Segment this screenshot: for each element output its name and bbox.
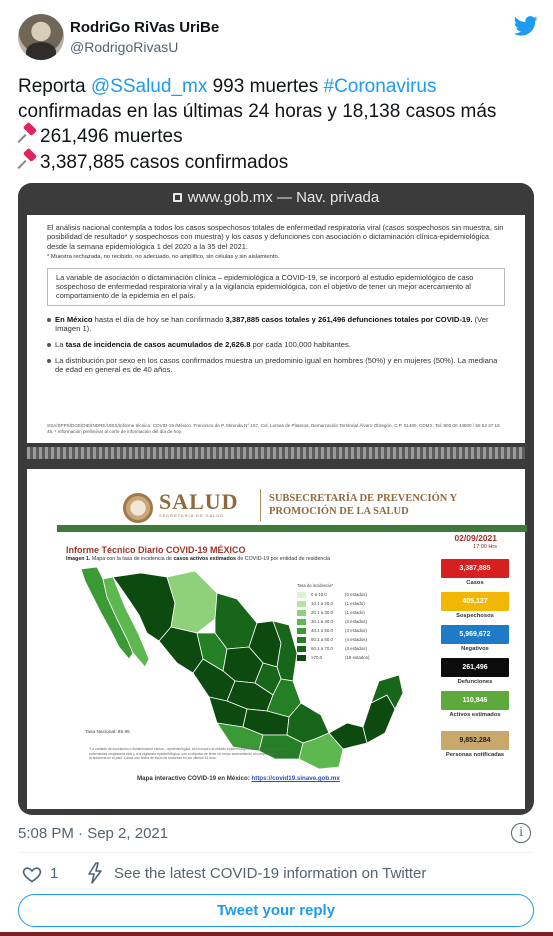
- government-seal-icon: [123, 493, 153, 523]
- legend-row: [297, 590, 397, 599]
- like-count: 1: [50, 865, 59, 882]
- stat-card: [441, 691, 509, 731]
- legend-swatch: [297, 610, 306, 616]
- bullet-text: La: [55, 340, 66, 350]
- bullet-text: por cada 100,000 habitantes.: [250, 340, 351, 350]
- hashtag-link[interactable]: #Coronavirus: [323, 76, 437, 97]
- tweet-reply-button[interactable]: Tweet your reply: [18, 894, 534, 927]
- legend-range: 40.1 a 50.0: [311, 628, 333, 633]
- tasa-nacional: Tasa Nacional: 85.95: [85, 730, 130, 735]
- stat-card: [441, 559, 509, 592]
- user-handle[interactable]: @RodrigoRivasU: [70, 39, 179, 55]
- stat-card: [441, 625, 509, 658]
- legend-swatch: [297, 637, 306, 643]
- stat-value: 110,846: [441, 691, 509, 710]
- deaths-total: 261,496 muertes: [40, 126, 183, 147]
- legend-range: 0 a 10.0: [311, 592, 327, 597]
- stat-label: Casos: [466, 580, 484, 586]
- tweet-timestamp[interactable]: 5:08 PM · Sep 2, 2021: [18, 825, 169, 842]
- legend-row: [297, 644, 397, 653]
- pushpin-icon: [18, 150, 38, 170]
- salud-logo-text: SALUD: [159, 489, 239, 514]
- bottom-strip: [0, 932, 553, 936]
- tweet-line-4: [18, 150, 538, 176]
- legend-count: (1 estado): [345, 610, 365, 615]
- legend-swatch: [297, 628, 306, 634]
- legend-count: (18 estados): [345, 655, 370, 660]
- map-legend: [297, 583, 397, 662]
- interactive-map-label: Mapa interactivo COVID-19 en México:: [137, 775, 252, 782]
- legend-range: >70.0: [311, 655, 323, 660]
- legend-row: [297, 635, 397, 644]
- legend-count: (4 estados): [345, 637, 367, 642]
- legend-range: 60.1 a 70.0: [311, 646, 333, 651]
- interactive-map-line: [137, 775, 340, 782]
- bullet-text: (Ver Imagen 1).: [55, 314, 489, 334]
- stat-label: Activos estimados: [449, 712, 501, 718]
- page-divider: [27, 447, 525, 459]
- stat-label: Defunciones: [457, 679, 493, 685]
- map-caption-text: de COVID-19 por entidad de residencia: [235, 556, 331, 562]
- info-icon[interactable]: i: [511, 823, 531, 843]
- heart-icon[interactable]: [22, 864, 42, 884]
- bullet-bold: 3,387,885 casos totales y 261,496 defunciones totales por COVID-19.: [225, 314, 473, 324]
- legend-count: (3 estados): [345, 646, 367, 651]
- legend-range: 50.1 a 60.0: [311, 637, 333, 642]
- stat-label: Negativos: [461, 646, 489, 652]
- deaths-text: 993 muertes: [207, 76, 324, 97]
- interactive-map-link[interactable]: https://covid19.sinave.gob.mx: [251, 775, 340, 782]
- lock-icon: [173, 193, 182, 202]
- doc-bullet: [47, 340, 505, 350]
- doc-footer: SSA/SPPS/DGE/DIE/INDRE/UIES/Informe técnico. COVID-19 /México. Francisco de P. Miranda N° 157, Col. Lomas de Plateros, Demarcación Territorial Álvaro Obregón, C.P. 01480, CDMX. Tel. 800 00 44800 / 55 53 37 18 45. * Información preliminar al corte de información del día de hoy.: [47, 423, 500, 434]
- stat-card: [441, 592, 509, 625]
- map-caption-bold: casos activos estimados: [173, 556, 236, 562]
- legend-title: Tasa de incidencia*: [297, 583, 334, 588]
- legend-row: [297, 653, 397, 662]
- doc-bullet: La distribución por sexo en los casos confirmados muestra un predominio igual en hombres (50%) y en mujeres (50%). La mediana de edad en general es de 40 años.: [47, 356, 505, 375]
- report-title: Informe Técnico Diario COVID-19 MÉXICO: [66, 545, 246, 555]
- pushpin-icon: [18, 124, 38, 144]
- tweet-actions: [18, 862, 538, 886]
- tweet-line-3: [18, 124, 538, 150]
- doc-bullet: [47, 315, 505, 334]
- salud-logo-subtitle: SECRETARÍA DE SALUD: [159, 513, 225, 518]
- legend-rows: [297, 590, 397, 662]
- doc-para-note: * Muestra rechazada, no recibido, no adecuado, no amplifico, sin células y sin aislamiento.: [47, 254, 280, 261]
- legend-range: 20.1 a 30.0: [311, 610, 333, 615]
- legend-swatch: [297, 619, 306, 625]
- bullet-bold: tasa de incidencia de casos acumulados de 2,626.8: [65, 340, 251, 350]
- twitter-bird-icon[interactable]: [514, 16, 538, 36]
- tweet-text: [18, 75, 538, 175]
- avatar[interactable]: [18, 14, 64, 60]
- map-caption-label: Imagen 1.: [66, 556, 91, 562]
- stat-label: Sospechosos: [456, 613, 494, 619]
- user-name[interactable]: RodriGo RiVas UriBe: [70, 19, 220, 36]
- stat-value: 9,852,284: [441, 731, 509, 750]
- cases-total: 3,387,885 casos confirmados: [40, 151, 289, 173]
- tweet-line-1: [18, 75, 538, 100]
- stat-label: Personas notificadas: [445, 752, 505, 758]
- bullet-bold: En México: [55, 314, 93, 324]
- bullet-text: hasta el día de hoy se han confirmado: [92, 314, 226, 324]
- salud-report: [27, 469, 525, 809]
- legend-count: (3 estados): [345, 628, 367, 633]
- header-band: [57, 525, 527, 532]
- tweet-media[interactable]: [18, 183, 534, 815]
- map-caption-text: Mapa con la tasa de incidencia de: [90, 556, 174, 562]
- report-date-value: 02/09/2021: [454, 533, 497, 543]
- legend-row: [297, 617, 397, 626]
- report-date: [454, 534, 497, 552]
- browser-address: www.gob.mx — Nav. privada: [187, 189, 380, 206]
- doc-boxed-note: La variable de asociación o dictaminación clínica – epidemiológica a COVID-19, se incorporó al estudio epidemiológico de caso sospechoso de enfermedad respiratoria viral y a la vigilancia epidemiológica, con el objetivo de tener un mejor acercamiento al comportamiento de la epidemia en el país.: [47, 268, 505, 306]
- legend-row: [297, 599, 397, 608]
- legend-count: (0 estados): [345, 592, 367, 597]
- doc-para-text: El análisis nacional contempla a todos los casos sospechosos totales de enfermedad respiratoria viral (casos sospechosos sin muestra, sin posibilidad de resultado* y sospechosos con muestra) y los casos y defunciones con asociación o dictaminación clínica-epidemiológica desde la semana epidemiológica 1 del 2020 a la 35 del 2021.: [47, 223, 504, 251]
- legend-range: 10.1 a 20.0: [311, 601, 333, 606]
- legend-row: [297, 626, 397, 635]
- legend-swatch: [297, 592, 306, 598]
- covid-info-link[interactable]: See the latest COVID-19 information on Twitter: [114, 865, 427, 882]
- map-notes: *La variable de asociación o dictaminación clínica – epidemiológica, se incorporó al estudio epidemiológico de caso sospechoso de enfermedad respiratoria viral y a la vigilancia epidemiológica, con el objetivo de tener un mejor acercamiento al comportamiento de la epidemia en el país. Casos con fecha de inicio de síntomas en los últimos 14 días.: [89, 747, 287, 761]
- legend-count: (2 estados): [345, 619, 367, 624]
- mention-link[interactable]: @SSalud_mx: [90, 76, 208, 97]
- stat-card: [441, 658, 509, 691]
- document-page: [27, 215, 525, 443]
- lightning-bolt-icon: [86, 862, 104, 884]
- legend-swatch: [297, 601, 306, 607]
- stat-value: 405,127: [441, 592, 509, 611]
- stat-card: [441, 731, 509, 771]
- divider: [18, 852, 534, 853]
- stat-value: 3,387,885: [441, 559, 509, 578]
- browser-address-bar: [18, 183, 534, 213]
- logo-separator: [260, 489, 261, 521]
- legend-row: [297, 608, 397, 617]
- legend-count: (1 estado): [345, 601, 365, 606]
- tweet-line-2: confirmadas en las últimas 24 horas y 18,138 casos más: [18, 100, 497, 122]
- stat-value: 5,969,672: [441, 625, 509, 644]
- map-caption: [66, 556, 330, 562]
- legend-swatch: [297, 646, 306, 652]
- report-time: 17:00 Hrs: [473, 544, 497, 550]
- legend-swatch: [297, 655, 306, 661]
- tweet-header: [18, 14, 538, 64]
- stats-panel: [441, 559, 509, 771]
- legend-range: 30.1 a 40.0: [311, 619, 333, 624]
- reporta-text: Reporta: [18, 76, 91, 97]
- doc-paragraph: [47, 223, 505, 263]
- subsecretaria-title: SUBSECRETARÍA DE PREVENCIÓN Y PROMOCIÓN DE LA SALUD: [269, 493, 457, 517]
- stat-value: 261,496: [441, 658, 509, 677]
